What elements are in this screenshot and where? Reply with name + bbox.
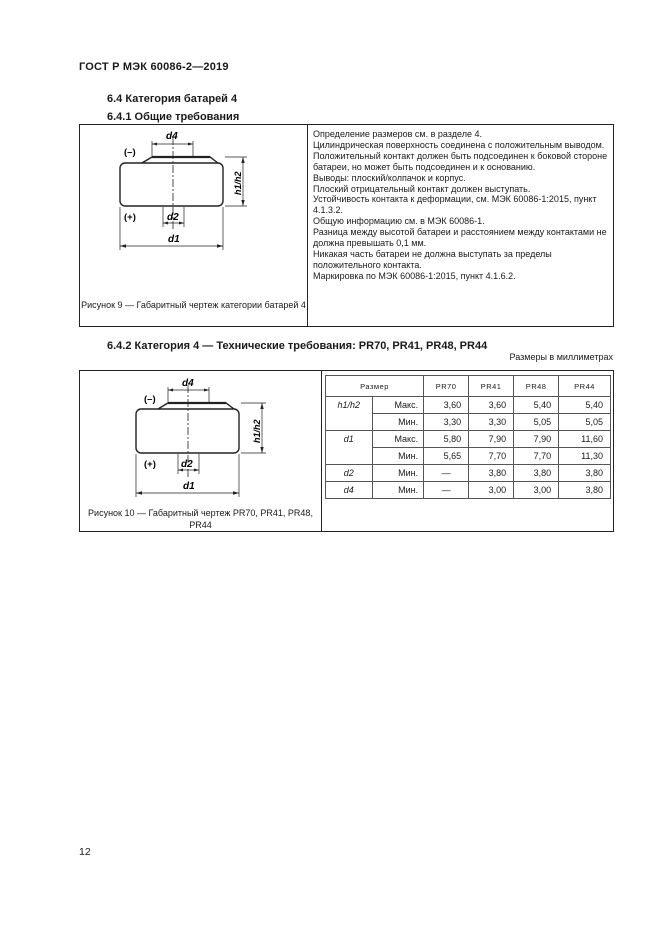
label-h: h1/h2: [252, 419, 262, 443]
limit-cell: Макс.: [372, 431, 424, 448]
label-positive: (+): [144, 459, 156, 470]
battery-body: [136, 409, 239, 453]
page-number: 12: [79, 846, 91, 858]
units-note: Размеры в миллиметрах: [509, 352, 613, 362]
value-cell: 5,40: [514, 397, 559, 414]
table-row: [326, 482, 611, 499]
limit-cell: Мин.: [372, 414, 424, 431]
value-cell: 3,00: [469, 482, 514, 499]
subsection-tech-title: 6.4.2 Категория 4 — Технические требования: PR70, PR41, PR48, PR44: [107, 340, 488, 352]
param-cell: d2: [326, 465, 373, 482]
value-cell: 3,30: [469, 414, 514, 431]
requirements-text: [313, 129, 609, 282]
table-row: [326, 431, 611, 448]
requirement-item: Общую информацию см. в МЭК 60086-1.: [313, 216, 485, 227]
value-cell: 7,90: [469, 431, 514, 448]
label-d1: d1: [183, 481, 195, 492]
general-requirements-box: [79, 124, 614, 327]
requirement-item: Плоский отрицательный контакт должен выступать.: [313, 183, 531, 194]
header-size: Размер: [326, 376, 424, 397]
requirement-item: Никакая часть батареи не должна выступать за пределы положительного контакта.: [313, 248, 552, 270]
label-negative: (–): [124, 147, 136, 158]
value-cell: 5,05: [559, 414, 611, 431]
dimensions-table: [325, 375, 611, 499]
label-negative: (–): [144, 394, 156, 405]
header-pr44: PR44: [559, 376, 611, 397]
limit-cell: Макс.: [372, 397, 424, 414]
requirement-item: Определение размеров см. в разделе 4.: [313, 129, 482, 139]
header-pr70: PR70: [424, 376, 469, 397]
section-title: 6.4 Категория батарей 4: [107, 93, 238, 105]
label-d2: d2: [181, 459, 193, 470]
column-divider: [307, 125, 308, 326]
value-cell: 3,00: [514, 482, 559, 499]
header-pr41: PR41: [469, 376, 514, 397]
value-cell: 7,70: [514, 448, 559, 465]
value-cell: 11,60: [559, 431, 611, 448]
battery-body: [120, 163, 223, 206]
value-cell: 3,60: [424, 397, 469, 414]
table-row: [326, 465, 611, 482]
value-cell: 3,60: [469, 397, 514, 414]
value-cell: —: [424, 465, 469, 482]
label-d1: d1: [168, 234, 180, 245]
header-pr48: PR48: [514, 376, 559, 397]
table-row: [326, 414, 611, 431]
limit-cell: Мин.: [372, 448, 424, 465]
value-cell: —: [424, 482, 469, 499]
figure-10-drawing: [80, 371, 321, 505]
value-cell: 3,80: [469, 465, 514, 482]
param-cell: d4: [326, 482, 373, 499]
column-divider: [321, 371, 322, 531]
param-cell: [326, 448, 373, 465]
figure-10-caption: Рисунок 10 — Габаритный чертеж PR70, PR41, PR48, PR44: [88, 508, 313, 530]
label-d2: d2: [167, 212, 179, 223]
requirement-item: Цилиндрическая поверхность соединена с положительным выводом. Положительный контакт должен быть подсоединен к боковой стороне батареи, но может быть подсоединен и к основанию.: [313, 139, 608, 172]
value-cell: 5,65: [424, 448, 469, 465]
technical-requirements-box: [79, 370, 614, 532]
param-cell: d1: [326, 431, 373, 448]
value-cell: 7,70: [469, 448, 514, 465]
value-cell: 5,80: [424, 431, 469, 448]
param-cell: [326, 414, 373, 431]
value-cell: 7,90: [514, 431, 559, 448]
value-cell: 5,05: [514, 414, 559, 431]
label-positive: (+): [124, 212, 136, 223]
limit-cell: Мин.: [372, 482, 424, 499]
value-cell: 3,80: [514, 465, 559, 482]
value-cell: 3,80: [559, 465, 611, 482]
value-cell: 11,30: [559, 448, 611, 465]
table-row: [326, 397, 611, 414]
subsection-general-title: 6.4.1 Общие требования: [107, 111, 240, 123]
limit-cell: Мин.: [372, 465, 424, 482]
figure-9-drawing: [80, 125, 307, 297]
requirement-item: Выводы: плоский/колпачок и корпус.: [313, 172, 466, 183]
figure-9-caption: Рисунок 9 — Габаритный чертеж категории батарей 4: [81, 300, 306, 310]
value-cell: 3,80: [559, 482, 611, 499]
label-h: h1/h2: [233, 171, 243, 195]
table-header-row: [326, 376, 611, 397]
param-cell: h1/h2: [326, 397, 373, 414]
value-cell: 3,30: [424, 414, 469, 431]
requirement-item: Устойчивость контакта к деформации, см. МЭК 60086-1:2015, пункт 4.1.3.2.: [313, 194, 597, 216]
label-d4: d4: [182, 378, 194, 389]
table-row: [326, 448, 611, 465]
document-header: ГОСТ Р МЭК 60086-2—2019: [79, 61, 229, 73]
requirement-item: Разница между высотой батареи и расстоянием между контактами не должна превышать 0,1 мм.: [313, 227, 607, 249]
requirement-item: Маркировка по МЭК 60086-1:2015, пункт 4.1.6.2.: [313, 270, 516, 281]
label-d4: d4: [166, 131, 178, 142]
value-cell: 5,40: [559, 397, 611, 414]
